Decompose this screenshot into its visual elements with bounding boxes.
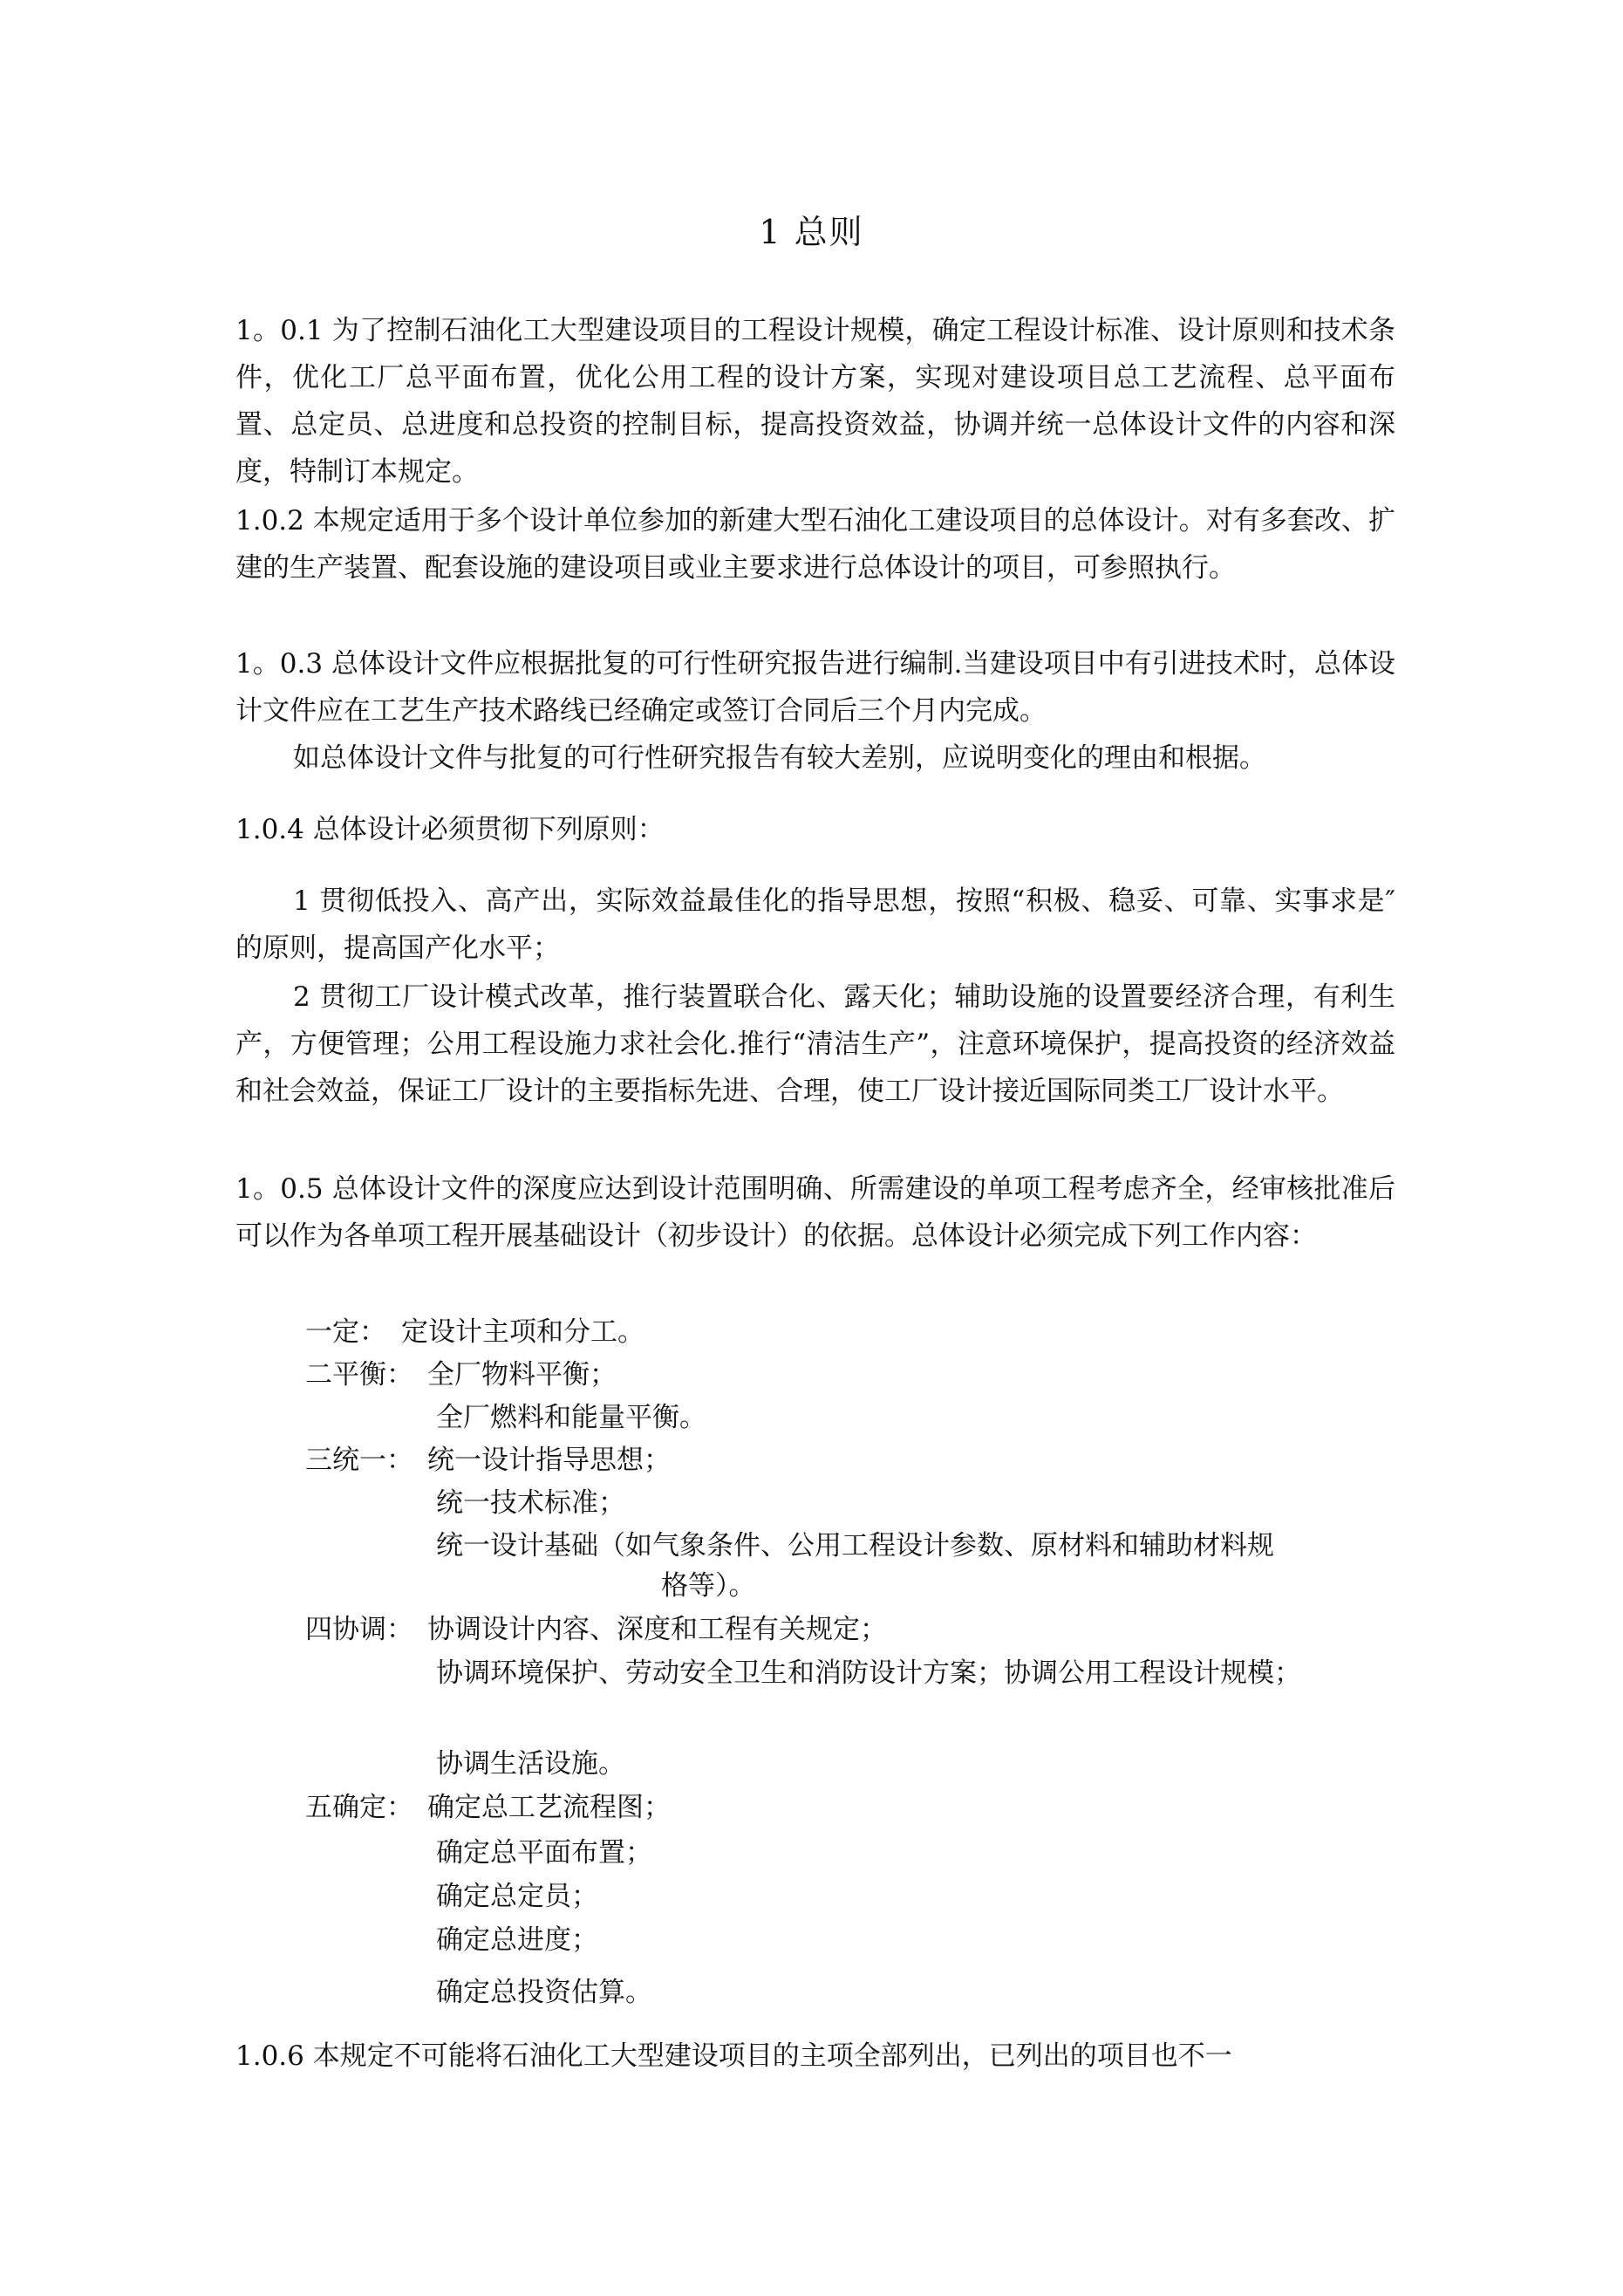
clause-1-0-2: 1.0.2 本规定适用于多个设计单位参加的新建大型石油化工建设项目的总体设计。对有多套改、扩建的生产装置、配套设施的建设项目或业主要求进行总体设计的项目，可参照执行。 xyxy=(235,505,1395,584)
clause-1-0-4: 1.0.4 总体设计必须贯彻下列原则： xyxy=(235,814,665,845)
list-label-yiding: 一定： xyxy=(305,1316,386,1348)
list-item: 协调设计内容、深度和工程有关规定； xyxy=(427,1614,887,1645)
list-item: 全厂物料平衡； xyxy=(427,1359,617,1391)
clause-1-0-3: 1。0.3 总体设计文件应根据批复的可行性研究报告进行编制.当建设项目中有引进技术时，总体设计文件应在工艺生产技术路线已经确定或签订合同后三个月内完成。 xyxy=(235,648,1395,727)
clause-1-0-4-item-2: 2 贯彻工厂设计模式改革，推行装置联合化、露天化；辅助设施的设置要经济合理，有利生产，方便管理；公用工程设施力求社会化.推行“清洁生产”，注意环境保护，提高投资的经济效益和社会效益，保证工厂设计的主要指标先进、合理，使工厂设计接近国际同类工厂设计水平。 xyxy=(235,981,1395,1107)
list-label-erpingheng: 二平衡： xyxy=(305,1359,413,1391)
clause-1-0-5: 1。0.5 总体设计文件的深度应达到设计范围明确、所需建设的单项工程考虑齐全，经审核批准后可以作为各单项工程开展基础设计（初步设计）的依据。总体设计必须完成下列工作内容： xyxy=(235,1173,1395,1252)
clause-1-0-3-note: 如总体设计文件与批复的可行性研究报告有较大差别，应说明变化的理由和根据。 xyxy=(293,742,1266,774)
list-item: 统一设计指导思想； xyxy=(427,1445,671,1476)
list-item-continuation: 格等）。 xyxy=(661,1570,756,1602)
list-item: 协调环境保护、劳动安全卫生和消防设计方案；协调公用工程设计规模； xyxy=(436,1657,1301,1689)
list-item: 统一技术标准； xyxy=(436,1487,625,1519)
list-item: 确定总投资估算。 xyxy=(436,1977,652,2008)
list-item: 确定总平面布置； xyxy=(436,1837,652,1869)
list-label-sixietiao: 四协调： xyxy=(305,1614,413,1645)
list-item: 确定总定员； xyxy=(436,1881,598,1912)
page-title: 1 总则 xyxy=(759,213,864,251)
clause-1-0-1: 1。0.1 为了控制石油化工大型建设项目的工程设计规模，确定工程设计标准、设计原则和技术条件，优化工厂总平面布置，优化公用工程的设计方案，实现对建设项目总工艺流程、总平面布置、总定员、总进度和总投资的控制目标，提高投资效益，协调并统一总体设计文件的内容和深度，特制订本规定。 xyxy=(235,315,1395,488)
list-label-santongyi: 三统一： xyxy=(305,1445,413,1476)
list-item: 确定总工艺流程图； xyxy=(427,1792,671,1823)
clause-1-0-4-item-1: 1 贯彻低投入、高产出，实际效益最佳化的指导思想，按照“积极、稳妥、可靠、实事求是″的原则，提高国产化水平； xyxy=(235,885,1395,964)
list-item: 协调生活设施。 xyxy=(436,1748,625,1780)
list-item: 定设计主项和分工。 xyxy=(401,1316,644,1348)
clause-1-0-6: 1.0.6 本规定不可能将石油化工大型建设项目的主项全部列出，已列出的项目也不一 xyxy=(235,2040,1232,2072)
list-item: 全厂燃料和能量平衡。 xyxy=(436,1402,706,1433)
list-label-wuqueding: 五确定： xyxy=(305,1792,413,1823)
list-item: 确定总进度； xyxy=(436,1924,598,1956)
list-item: 统一设计基础（如气象条件、公用工程设计参数、原材料和辅助材料规 xyxy=(436,1530,1274,1561)
